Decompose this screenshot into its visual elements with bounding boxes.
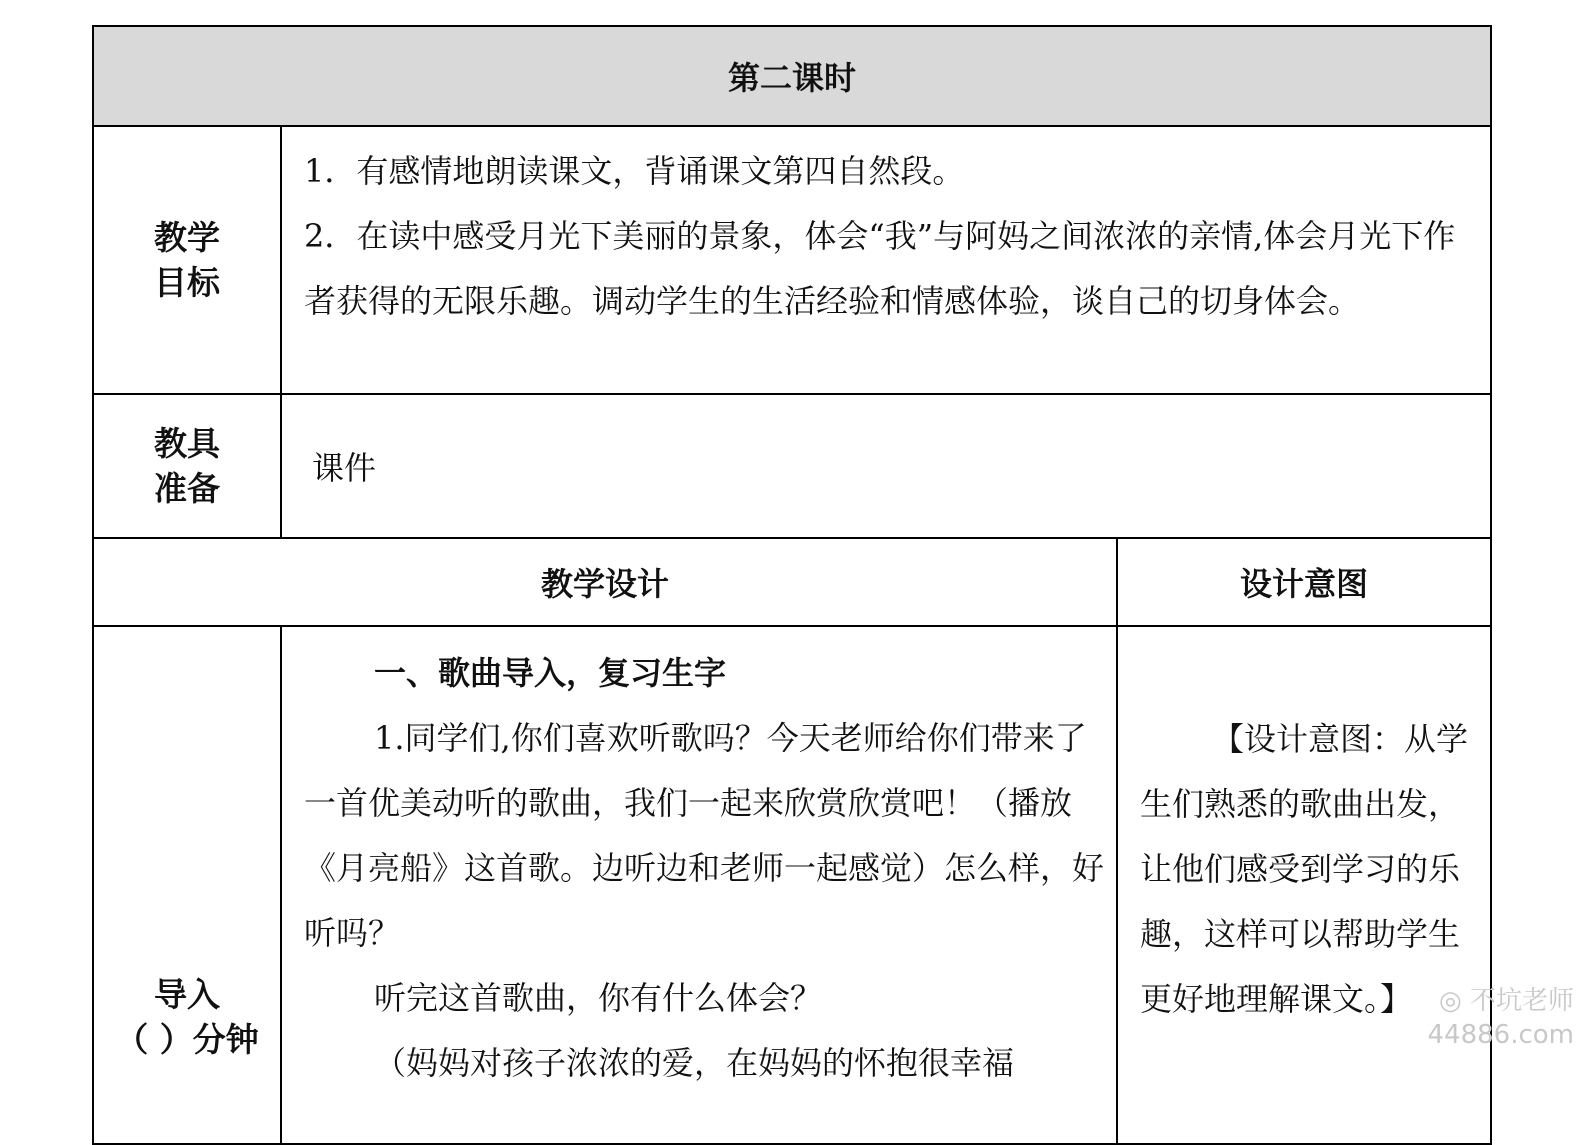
goal-item-1: 1．有感情地朗读课文，背诵课文第四自然段。: [304, 152, 965, 190]
intro-intent-text: 【设计意图：从学生们熟悉的歌曲出发，让他们感受到学习的乐趣，这样可以帮助学生更好地理解课文。】: [1140, 720, 1469, 1018]
teaching-tools-content: [282, 395, 1490, 537]
lesson-plan-table: [92, 25, 1492, 1125]
teaching-goals-label-line2: 目标: [154, 263, 220, 302]
teaching-tools-value: 课件: [312, 449, 377, 487]
watermark-line1: ◎ 不坑老师: [1439, 986, 1574, 1016]
watermark-line2: 44886.com: [1427, 1020, 1574, 1050]
teaching-tools-label-line2: 准备: [154, 469, 220, 508]
intro-row: [92, 625, 1492, 1145]
teaching-design-header: 教学设计: [94, 539, 1118, 625]
teaching-tools-label-line1: 教具: [154, 424, 220, 463]
site-watermark: [1427, 984, 1574, 1052]
goal-item-2: 2．在读中感受月光下美丽的景象，体会“我”与阿妈之间浓浓的亲情,体会月光下作者获得的无限乐趣。调动学生的生活经验和情感体验，谈自己的切身体会。: [304, 217, 1456, 320]
lesson-title: 第二课时: [92, 25, 1492, 127]
intro-label-line1: 导入: [154, 975, 220, 1014]
intro-label-cell: [94, 627, 282, 1143]
teaching-goals-row: [92, 125, 1492, 395]
teaching-goals-label-line1: 教学: [154, 218, 220, 257]
intro-paragraph-1: 1.同学们,你们喜欢听歌吗？今天老师给你们带来了一首优美动听的歌曲，我们一起来欣赏欣赏吧！（播放《月亮船》这首歌。边听边和老师一起感觉）怎么样，好听吗？: [304, 719, 1105, 952]
intro-paragraph-3: （妈妈对孩子浓浓的爱，在妈妈的怀抱很幸福: [374, 1044, 1015, 1082]
intro-intent-cell: [1118, 627, 1490, 1143]
teaching-goals-label: [94, 127, 282, 393]
design-intent-header: 设计意图: [1239, 565, 1368, 603]
teaching-tools-row: [92, 393, 1492, 539]
teaching-goals-content: [282, 127, 1490, 393]
intro-label-line2: （ ）分钟: [115, 1020, 259, 1059]
intro-content-cell: [282, 627, 1118, 1143]
design-header-row: [92, 537, 1492, 627]
intro-heading: 一、歌曲导入，复习生字: [374, 654, 727, 692]
intro-paragraph-2: 听完这首歌曲，你有什么体会？: [374, 979, 823, 1017]
teaching-tools-label: [94, 395, 282, 537]
